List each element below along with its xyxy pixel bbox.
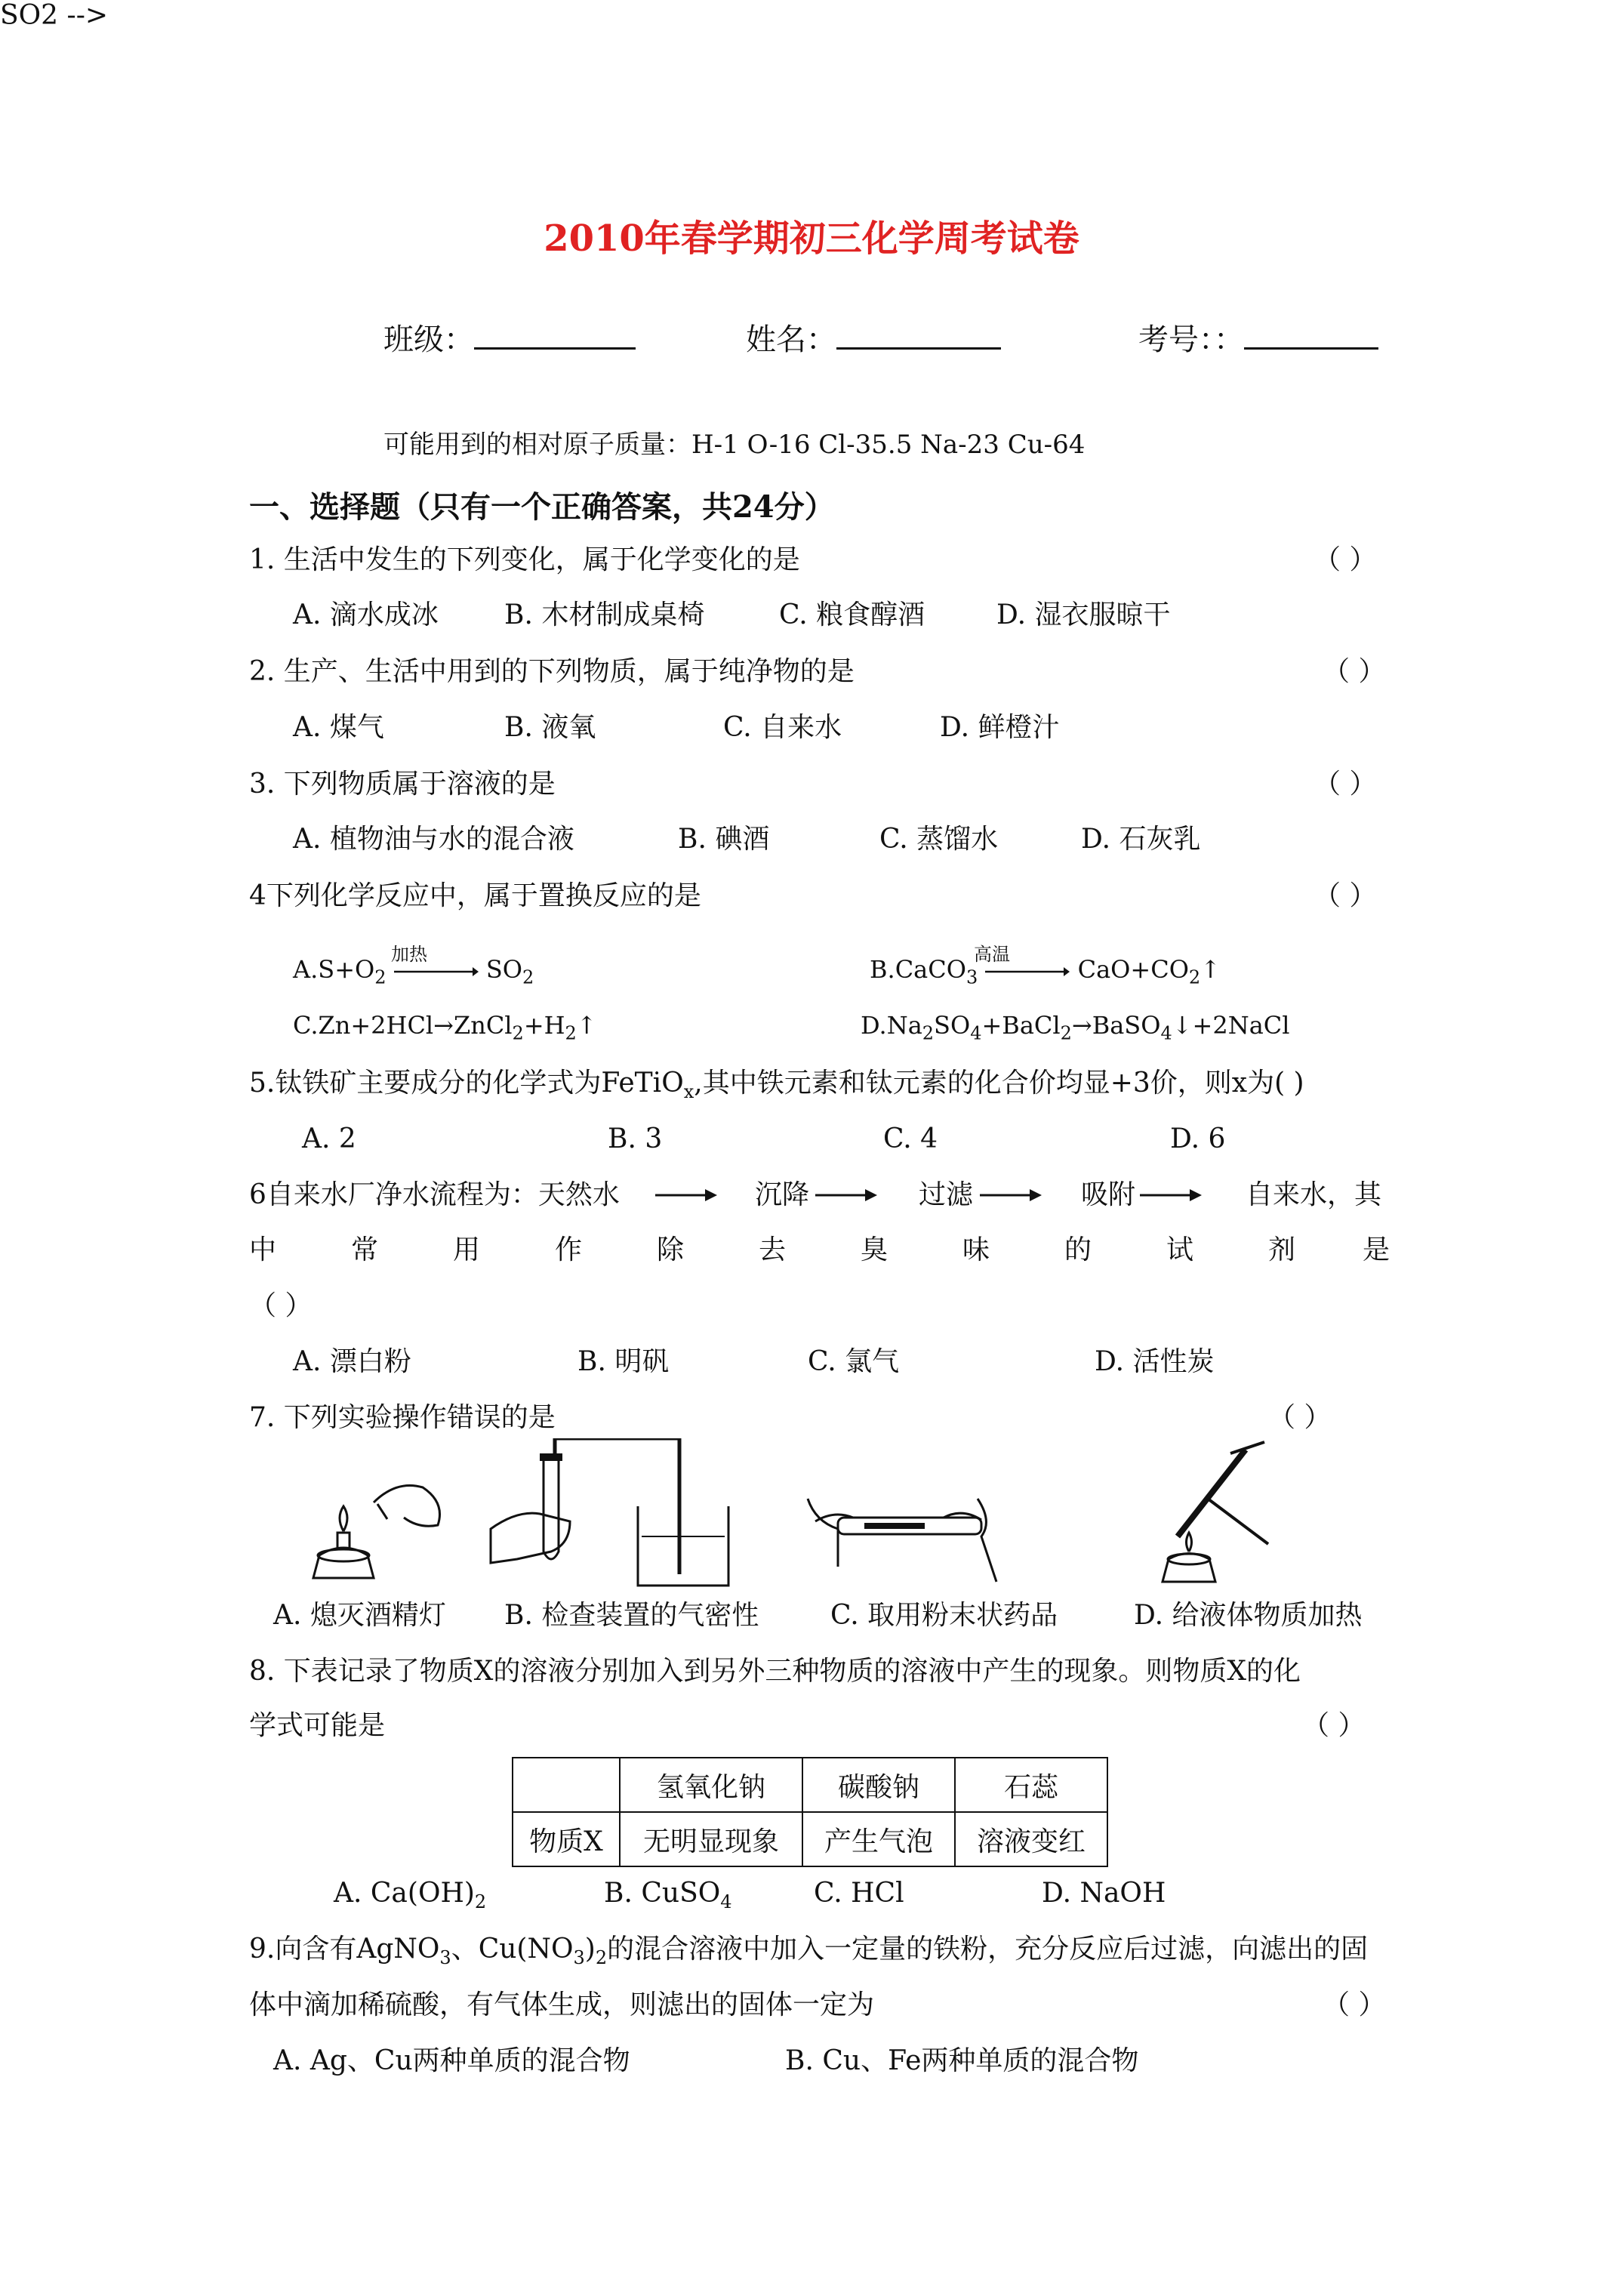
table-cell: 产生气泡 bbox=[802, 1812, 955, 1866]
q3-option-d[interactable]: D. 石灰乳 bbox=[1081, 824, 1201, 855]
q9-option-b[interactable]: B. Cu、Fe两种单质的混合物 bbox=[785, 2045, 1139, 2076]
question-7-stem: 7. 下列实验操作错误的是 bbox=[249, 1402, 556, 1433]
q3-option-a[interactable]: A. 植物油与水的混合液 bbox=[293, 824, 574, 855]
q5-option-d[interactable]: D. 6 bbox=[1170, 1123, 1226, 1154]
question-5-stem bbox=[249, 1070, 1304, 1101]
question-9-stem-line1: 9.向含有AgNO$_3$、$Cu(NO_3)_2$的混合溶液中加入一定量的铁粉，充分反应后过滤，向滤出的固 bbox=[249, 1934, 1369, 1969]
section-heading-1: 一、选择题（只有一个正确答案，共24分） bbox=[249, 489, 835, 525]
q2-option-a[interactable]: A. 煤气 bbox=[293, 712, 384, 743]
answer-bracket-1[interactable]: （ ） bbox=[1313, 544, 1377, 575]
q4b-products: $CaO+CO_2↑$ bbox=[1077, 955, 1221, 988]
exam-no-blank[interactable] bbox=[1244, 325, 1378, 350]
flow-arrow-icon bbox=[655, 1186, 717, 1204]
flow-arrow-icon bbox=[815, 1186, 877, 1204]
table-header: 碳酸钠 bbox=[802, 1758, 955, 1812]
q2-option-d[interactable]: D. 鲜橙汁 bbox=[940, 712, 1060, 743]
q6-line2-c10: 试 bbox=[1166, 1234, 1194, 1265]
q8-table bbox=[512, 1757, 1108, 1867]
q4a-products: $SO_2$ bbox=[485, 955, 534, 988]
q6-step-3: 吸附 bbox=[1081, 1179, 1136, 1210]
question-8-stem-line2: 学式可能是 bbox=[249, 1710, 386, 1741]
q5-stem-post: ,其中铁元素和钛元素的化合价均显+3价，则x为( ) bbox=[694, 1068, 1304, 1099]
airtightness-check-image bbox=[487, 1438, 766, 1589]
q7-option-b[interactable]: B. 检查装置的气密性 bbox=[504, 1600, 759, 1631]
class-field bbox=[383, 322, 636, 357]
q8-option-c[interactable]: C. HCl bbox=[814, 1878, 904, 1909]
table-row bbox=[513, 1812, 1107, 1866]
heat-liquid-image bbox=[1132, 1438, 1283, 1589]
q5-stem-sub: x bbox=[683, 1081, 694, 1103]
q6-line2-c8: 味 bbox=[962, 1234, 990, 1265]
q6-line2-c3: 用 bbox=[453, 1234, 481, 1265]
question-6-stem: 6自来水厂净水流程为：天然水 bbox=[249, 1179, 620, 1210]
class-blank[interactable] bbox=[474, 325, 636, 350]
q4-option-d[interactable]: $D.Na_2SO_4+BaCl_2\to BaSO_4↓+2NaCl$ bbox=[861, 1011, 1290, 1044]
q1-option-d[interactable]: D. 湿衣服晾干 bbox=[996, 599, 1171, 630]
flow-arrow-icon bbox=[980, 1186, 1042, 1204]
question-3-stem: 3. 下列物质属于溶液的是 bbox=[249, 769, 556, 800]
q6-line2-c5: 除 bbox=[657, 1234, 685, 1265]
q7-option-c[interactable]: C. 取用粉末状药品 bbox=[830, 1600, 1058, 1631]
q6-line2-c11: 剂 bbox=[1268, 1234, 1296, 1265]
q8-option-a[interactable]: A. $Ca(OH)_2$ bbox=[334, 1878, 487, 1913]
answer-bracket-9[interactable]: （ ） bbox=[1323, 1989, 1386, 2020]
q4b-condition: 高温 bbox=[974, 944, 1010, 965]
powder-reagent-image bbox=[793, 1476, 1012, 1589]
q4b-reactants: B.CaCO$_3$ bbox=[870, 955, 978, 988]
q6-line2-c9: 的 bbox=[1064, 1234, 1092, 1265]
q4-option-c[interactable]: $C.Zn+2HCl\to ZnCl_2+H_2↑$ bbox=[293, 1011, 597, 1044]
table-row bbox=[513, 1758, 1107, 1812]
question-1-stem: 1. 生活中发生的下列变化，属于化学变化的是 bbox=[249, 544, 800, 575]
q6-option-c[interactable]: C. 氯气 bbox=[808, 1346, 900, 1377]
q7-option-d[interactable]: D. 给液体物质加热 bbox=[1134, 1600, 1363, 1631]
answer-bracket-4[interactable]: （ ） bbox=[1313, 880, 1377, 911]
flow-arrow-icon bbox=[1140, 1186, 1202, 1204]
q2-option-c[interactable]: C. 自来水 bbox=[723, 712, 842, 743]
question-9-stem-line2: 体中滴加稀硫酸，有气体生成，则滤出的固体一定为 bbox=[249, 1989, 875, 2020]
exam-no-field bbox=[1138, 322, 1378, 357]
q3-option-b[interactable]: B. 碘酒 bbox=[678, 824, 770, 855]
reaction-arrow-icon bbox=[394, 964, 479, 979]
name-label: 姓名： bbox=[746, 322, 836, 357]
q5-option-a[interactable]: A. 2 bbox=[302, 1123, 356, 1154]
q6-option-d[interactable]: D. 活性炭 bbox=[1095, 1346, 1215, 1377]
q6-line2-c1: 中 bbox=[249, 1234, 277, 1265]
question-4-stem: 4下列化学反应中，属于置换反应的是 bbox=[249, 880, 701, 911]
q4a-reactants: $A.S+O_2$ bbox=[293, 955, 387, 988]
q6-line2-c12: 是 bbox=[1363, 1234, 1390, 1265]
q1-option-b[interactable]: B. 木材制成桌椅 bbox=[504, 599, 705, 630]
answer-bracket-7[interactable]: （ ） bbox=[1268, 1402, 1332, 1433]
question-2-stem: 2. 生产、生活中用到的下列物质，属于纯净物的是 bbox=[249, 656, 855, 687]
question-8-stem-line1: 8. 下表记录了物质X的溶液分别加入到另外三种物质的溶液中产生的现象。则物质X的化 bbox=[249, 1656, 1301, 1687]
atomic-mass-line: 可能用到的相对原子质量：H-1 O-16 Cl-35.5 Na-23 Cu-64 bbox=[383, 430, 1086, 460]
page-title: 2010年春学期初三化学周考试卷 bbox=[544, 217, 1079, 260]
q1-option-c[interactable]: C. 粮食醇酒 bbox=[779, 599, 925, 630]
answer-bracket-2[interactable]: （ ） bbox=[1323, 656, 1386, 687]
q8-option-b-label: B. CuSO bbox=[604, 1878, 721, 1909]
q9-option-a[interactable]: A. Ag、Cu两种单质的混合物 bbox=[273, 2045, 630, 2076]
table-cell: 无明显现象 bbox=[620, 1812, 802, 1866]
q6-step-4: 自来水，其 bbox=[1246, 1179, 1382, 1210]
reaction-arrow-icon bbox=[985, 964, 1070, 979]
q7-option-a[interactable]: A. 熄灭酒精灯 bbox=[273, 1600, 446, 1631]
table-cell: 溶液变红 bbox=[955, 1812, 1107, 1866]
class-label: 班级： bbox=[383, 322, 474, 357]
table-header: 氢氧化钠 bbox=[620, 1758, 802, 1812]
q6-line2-c7: 臭 bbox=[861, 1234, 888, 1265]
q6-line2-c6: 去 bbox=[759, 1234, 787, 1265]
q4-option-b[interactable] bbox=[870, 957, 1221, 986]
table-header: 石蕊 bbox=[955, 1758, 1107, 1812]
q6-option-b[interactable]: B. 明矾 bbox=[577, 1346, 670, 1377]
table-cell bbox=[513, 1758, 620, 1812]
q8-option-b[interactable]: B. CuSO$_4$ bbox=[604, 1878, 732, 1913]
q6-option-a[interactable]: A. 漂白粉 bbox=[293, 1346, 411, 1377]
q3-option-c[interactable]: C. 蒸馏水 bbox=[879, 824, 999, 855]
answer-bracket-3[interactable]: （ ） bbox=[1313, 769, 1377, 800]
q6-step-1: 沉降 bbox=[755, 1179, 810, 1210]
exam-no-label: 考号：： bbox=[1138, 322, 1244, 357]
q6-step-2: 过滤 bbox=[919, 1179, 974, 1210]
answer-bracket-8[interactable]: （ ） bbox=[1302, 1710, 1366, 1741]
q6-line2-c4: 作 bbox=[555, 1234, 583, 1265]
q5-option-b[interactable]: B. 3 bbox=[608, 1123, 663, 1154]
q1-option-a[interactable]: A. 滴水成冰 bbox=[293, 599, 439, 630]
name-blank[interactable] bbox=[836, 325, 1001, 350]
extinguish-alcohol-lamp-image bbox=[298, 1472, 449, 1586]
q5-stem-pre: 5.钛铁矿主要成分的化学式为FeTiO bbox=[249, 1068, 684, 1099]
q8-option-d[interactable]: D. NaOH bbox=[1042, 1878, 1166, 1909]
q2-option-b[interactable]: B. 液氧 bbox=[504, 712, 596, 743]
name-field bbox=[746, 322, 1001, 357]
answer-bracket-6[interactable]: （ ） bbox=[249, 1290, 313, 1321]
q6-line2-c2: 常 bbox=[351, 1234, 379, 1265]
table-cell: 物质X bbox=[513, 1812, 620, 1866]
q5-option-c[interactable]: C. 4 bbox=[883, 1123, 938, 1154]
q4a-condition: 加热 bbox=[391, 944, 427, 965]
